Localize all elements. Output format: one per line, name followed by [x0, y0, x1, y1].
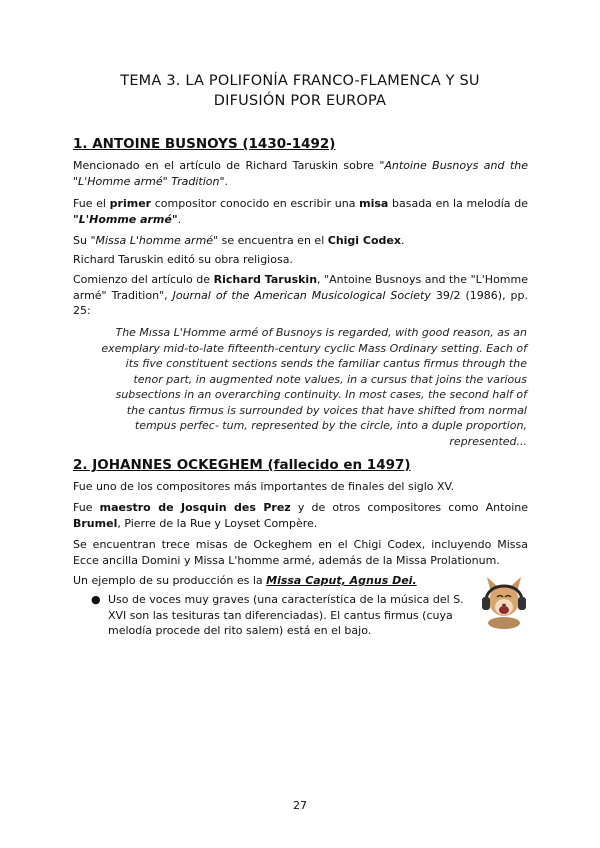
cat-headphones-image — [475, 567, 533, 629]
section-2-heading: 2. JOHANNES OCKEGHEM (fallecido en 1497) — [73, 457, 411, 473]
section-2-paragraph-1: Fue uno de los compositores más importantes de finales del siglo XV. — [73, 480, 455, 493]
section-1-paragraph-3: Su "Missa L'homme armé" se encuentra en el Chigi Codex. — [73, 234, 405, 247]
title-line-2: DIFUSIÓN POR EUROPA — [213, 93, 387, 109]
missa-caput-link: Missa Caput, Agnus Dei. — [266, 574, 417, 587]
document-page: TEMA 3. LA POLIFONÍA FRANCO-FLAMENCA Y SU DIFUSIÓN POR EUROPA 1. ANTOINE BUSNOYS (1430-1492) Mencionado en el artículo de Richard Taruskin sobre "Antoine Busnoys and the "L'Homme armé" Tradition". Fue el primer compositor conocido en escribir una misa basada en la melodía de "L'Homme armé". Su "Missa L'homme armé" se encuentra en el Chigi Codex. Richard Taruskin editó su obra religiosa. Comienzo del artículo de Richard Taruskin, "Antoine Busnoys and the "L'Homme armé" Tradition", Journal of the American Musicological Society 39/2 (1986), pp. 25: The Mıssa L'Homme armé of Busnoys is regarded, with good reason, as an exemplary mid-to-late fifteenth-century cyclic Mass Ordinary setting. Each of its five constituent sections sends the familiar cantus firmus through the tenor part, in augmented note values, in a cursus that joins the various subsections in an overarching continuity. In most cases, the second half of the cantus firmus is surrounded by voices that have shifted from normal tempus perfec- tum, represented by the circle, into a duple proportion, represented... 2. JOHANNES OCKEGHEM (fallecido en 1497) Fue uno de los compositores más importantes de finales del siglo XV. Fue maestro de Josquin des Prez y de otros compositores como Antoine Brumel, Pierre de la Rue y Loyset Compère. Se encuentran trece misas de Ockeghem en el Chigi Codex, incluyendo Missa Ecce ancilla Domini y Missa L'homme armé, además de la Missa Prolationum. Un ejemplo de su producción es la Missa Caput, Agnus Dei. ● Uso de voces muy graves (una característica de la música del S. XVI son las tesituras tan diferenciadas). El cantus firmus (cuya melodía procede del rito salem) está en el bajo. 27 — [0, 0, 600, 848]
section-1-paragraph-2: Fue el primer compositor conocido en escribir una misa basada en la melodía de "L'Homme armé". — [73, 197, 528, 226]
section-1-paragraph-1: Mencionado en el artículo de Richard Taruskin sobre "Antoine Busnoys and the "L'Homme armé" Tradition". — [73, 159, 528, 188]
taruskin-quote: The Mıssa L'Homme armé of Busnoys is regarded, with good reason, as an exemplary mid-to-late fifteenth-century cyclic Mass Ordinary setting. Each of its five constituent sections sends the familiar cantus firmus through the tenor part, in augmented note values, in a cursus that joins the various subsections in an overarching continuity. In most cases, the second half of the cantus firmus is surrounded by voices that have shifted from normal tempus perfec- tum, represented by the circle, into a duple proportion, represented... — [101, 326, 527, 448]
section-2-paragraph-3: Se encuentran trece misas de Ockeghem en el Chigi Codex, incluyendo Missa Ecce ancilla Domini y Missa L'homme armé, además de la Missa Prolationum. — [73, 538, 528, 567]
section-1-paragraph-4: Richard Taruskin editó su obra religiosa. — [73, 253, 293, 266]
page-number: 27 — [293, 799, 307, 812]
section-2-paragraph-2: Fue maestro de Josquin des Prez y de otros compositores como Antoine Brumel, Pierre de la Rue y Loyset Compère. — [73, 501, 528, 530]
section-2-paragraph-4: Un ejemplo de su producción es la Missa Caput, Agnus Dei. — [73, 574, 417, 587]
section-1-paragraph-5: Comienzo del artículo de Richard Taruskin, "Antoine Busnoys and the "L'Homme armé" Tradition", Journal of the American Musicological Society 39/2 (1986), pp. 25: — [73, 273, 529, 317]
title-line-1: TEMA 3. LA POLIFONÍA FRANCO-FLAMENCA Y SU — [120, 73, 480, 89]
page-title — [60, 71, 540, 111]
bullet-icon: ● — [91, 593, 101, 606]
section-1-heading: 1. ANTOINE BUSNOYS (1430-1492) — [73, 136, 336, 152]
